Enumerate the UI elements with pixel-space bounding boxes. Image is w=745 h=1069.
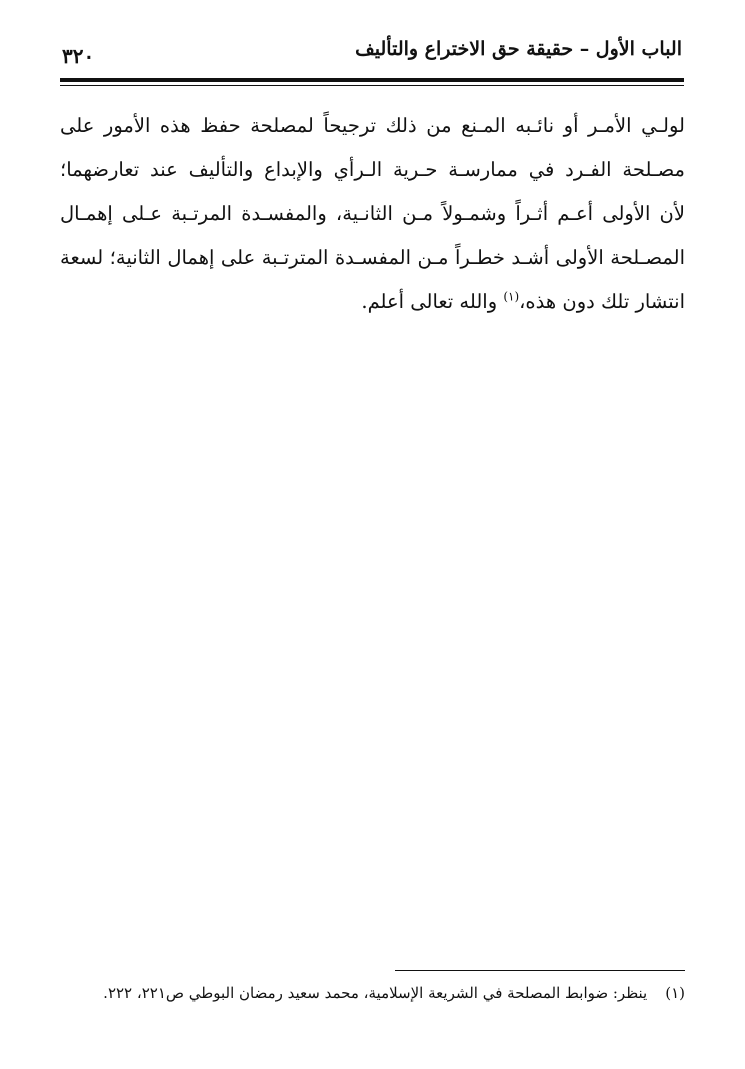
body-line-1: لولـي الأمـر أو نائـبه المـنع من ذلك ترجيحاً لمصلحة حفظ هذه الأمور على	[60, 114, 685, 137]
body-line-4: المصـلحة الأولى أشـد خطـراً مـن المفسـدة المترتـبة على إهمال الثانية؛ لسعة	[60, 246, 685, 269]
body-paragraph	[60, 104, 685, 324]
body-line-3: لأن الأولى أعـم أثـراً وشمـولاً مـن الثانـية، والمفسـدة المرتـبة عـلى إهمـال	[60, 202, 685, 225]
header-rule-thin	[60, 85, 684, 86]
footnote-text: ينظر: ضوابط المصلحة في الشريعة الإسلامية، محمد سعيد رمضان البوطي ص٢٢١، ٢٢٢.	[103, 984, 648, 1002]
body-line-5	[60, 280, 685, 324]
body-line-5-start: انتشار تلك دون هذه،	[519, 290, 685, 313]
body-line-2: مصـلحة الفـرد في ممارسـة حـرية الـرأي والإبداع والتأليف عند تعارضهما؛	[60, 158, 685, 181]
footnote	[103, 984, 685, 1002]
running-header	[62, 34, 682, 74]
footnote-reference[interactable]: (١)	[503, 289, 520, 304]
header-rule-thick	[60, 78, 684, 82]
body-line-5-end: والله تعالى أعلم.	[361, 290, 504, 313]
chapter-title: الباب الأول – حقيقة حق الاختراع والتأليف	[355, 38, 682, 60]
footnote-number: (١)	[665, 984, 685, 1002]
page-number: ٣٢٠	[62, 44, 95, 68]
footnote-separator	[395, 970, 685, 971]
